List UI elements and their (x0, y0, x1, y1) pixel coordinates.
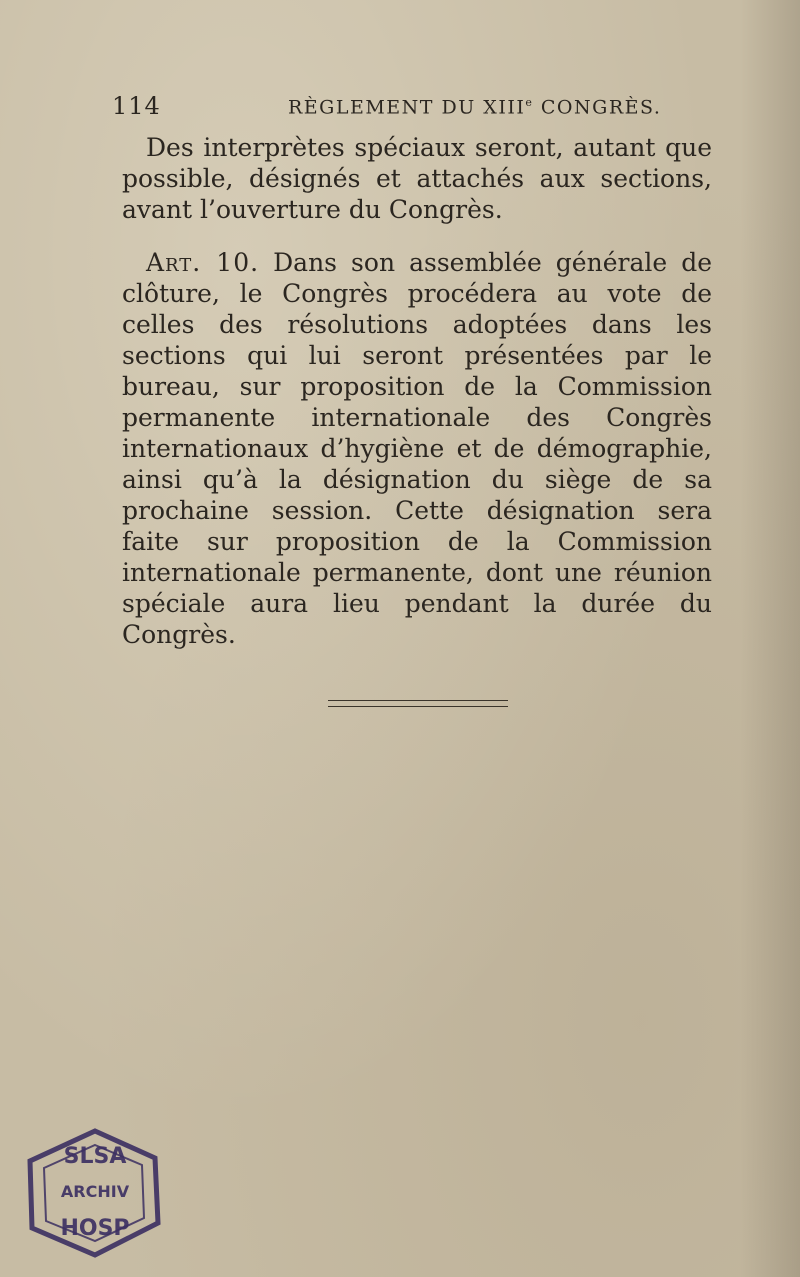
body-text (122, 132, 712, 650)
header-title-end: CONGRÈS. (533, 96, 662, 119)
header-title-superscript: e (525, 96, 534, 109)
page-edge-shadow (740, 0, 800, 1277)
paragraph-article-10 (122, 247, 712, 650)
library-stamp (20, 1123, 170, 1263)
header-title (288, 96, 661, 118)
stamp-graphic (20, 1123, 170, 1263)
end-rule (328, 700, 508, 707)
article-10-text: Dans son assemblée générale de clôture, le Congrès procédera au vote de celles des résolutions adoptées dans les sections qui lui seront présentées par le bureau, sur proposition de la Commission permanente internationale des Congrès internationaux d’hygiène et de démographie, ainsi qu’à la désignation du siège de sa prochaine session. Cette désignation sera faite sur proposition de la Commission internationale permanente, dont une réunion spéciale aura lieu pendant la durée du Congrès. (122, 248, 712, 649)
page-number: 114 (112, 92, 161, 120)
svg-text:SLSA: SLSA (63, 1144, 127, 1169)
running-head (112, 92, 712, 122)
svg-text:HOSP: HOSP (60, 1216, 130, 1241)
header-title-main: RÈGLEMENT DU XIII (288, 96, 526, 119)
article-label: Art. 10. (146, 248, 260, 277)
svg-text:ARCHIV: ARCHIV (60, 1182, 130, 1201)
paragraph-interpreters: Des interprètes spéciaux seront, autant que possible, désignés et attachés aux sections, avant l’ouverture du Congrès. (122, 133, 712, 224)
